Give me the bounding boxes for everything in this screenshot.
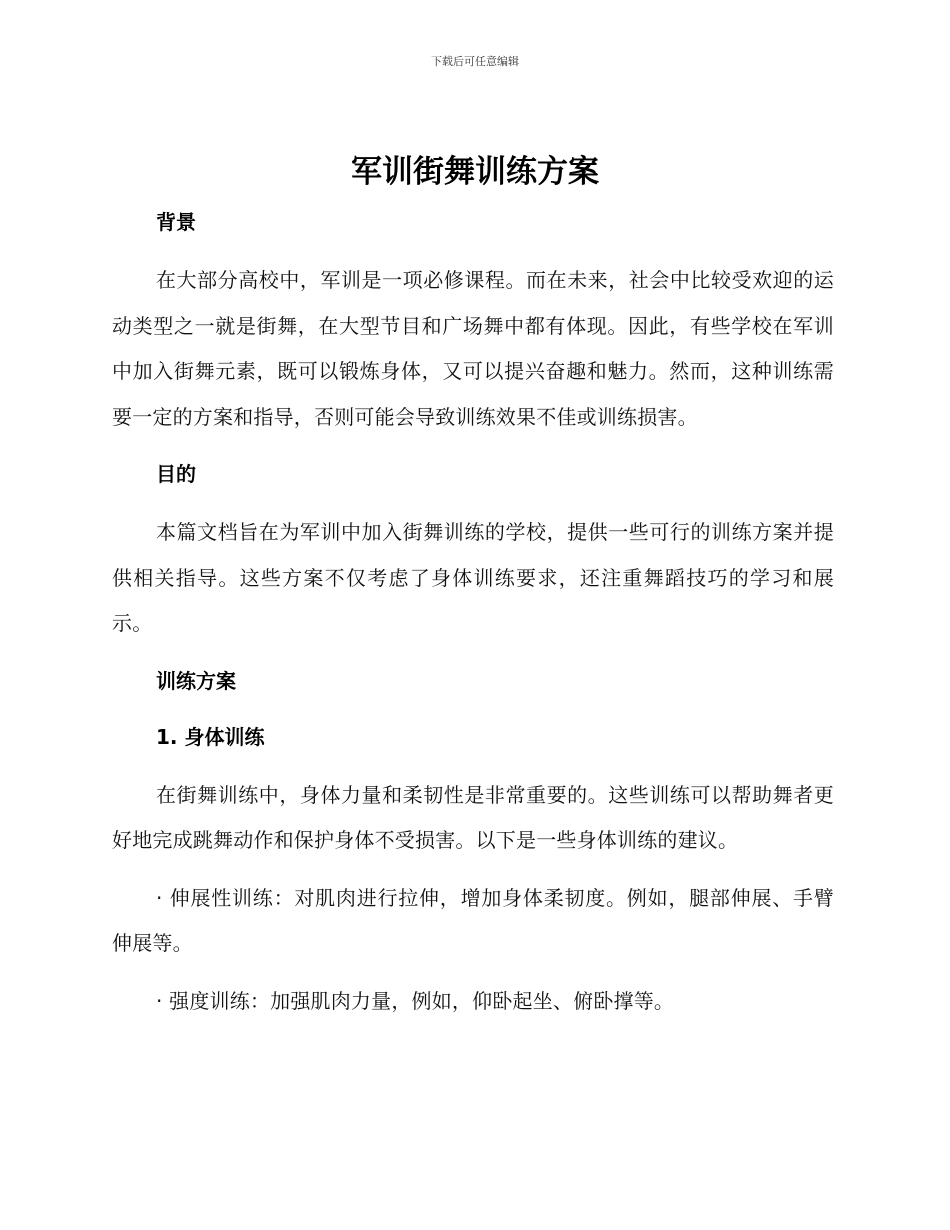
spacer (112, 967, 834, 979)
bullet-stretch-training: · 伸展性训练：对肌肉进行拉伸，增加身体柔韧度。例如，腿部伸展、手臂伸展等。 (112, 885, 834, 955)
spacer (112, 759, 834, 773)
spacer (112, 244, 834, 258)
bullet-strength-training: · 强度训练：加强肌肉力量，例如，仰卧起坐、俯卧撑等。 (156, 988, 675, 1013)
spacer (112, 496, 834, 510)
paragraph-background: 在大部分高校中，军训是一项必修课程。而在未来，社会中比较受欢迎的运动类型之一就是街舞，在大型节目和广场舞中都有体现。因此，有些学校在军训中加入街舞元素，既可以锻炼身体，又可以提兴奋趣和魅力。然而，这种训练需要一定的方案和指导，否则可能会导致训练效果不佳或训练损害。 (112, 268, 834, 429)
spacer (112, 440, 834, 452)
section-heading-training-plan: 训练方案 (156, 668, 236, 693)
spacer (112, 703, 834, 715)
paragraph-physical-training: 在街舞训练中，身体力量和柔韧性是非常重要的。这些训练可以帮助舞者更好地完成跳舞动作和保护身体不受损害。以下是一些身体训练的建议。 (112, 782, 834, 852)
section-heading-physical-training: 1. 身体训练 (156, 724, 265, 749)
section-heading-purpose: 目的 (156, 462, 196, 486)
document-title: 军训街舞训练方案 (351, 154, 599, 190)
spacer (112, 864, 834, 876)
section-heading-background: 背景 (156, 210, 196, 234)
paragraph-purpose: 本篇文档旨在为军训中加入街舞训练的学校，提供一些可行的训练方案并提供相关指导。这些方案不仅考虑了身体训练要求，还注重舞蹈技巧的学习和展示。 (112, 520, 834, 635)
page-header-note: 下载后可任意编辑 (431, 55, 519, 68)
spacer (112, 647, 834, 659)
document-body (112, 200, 834, 1024)
